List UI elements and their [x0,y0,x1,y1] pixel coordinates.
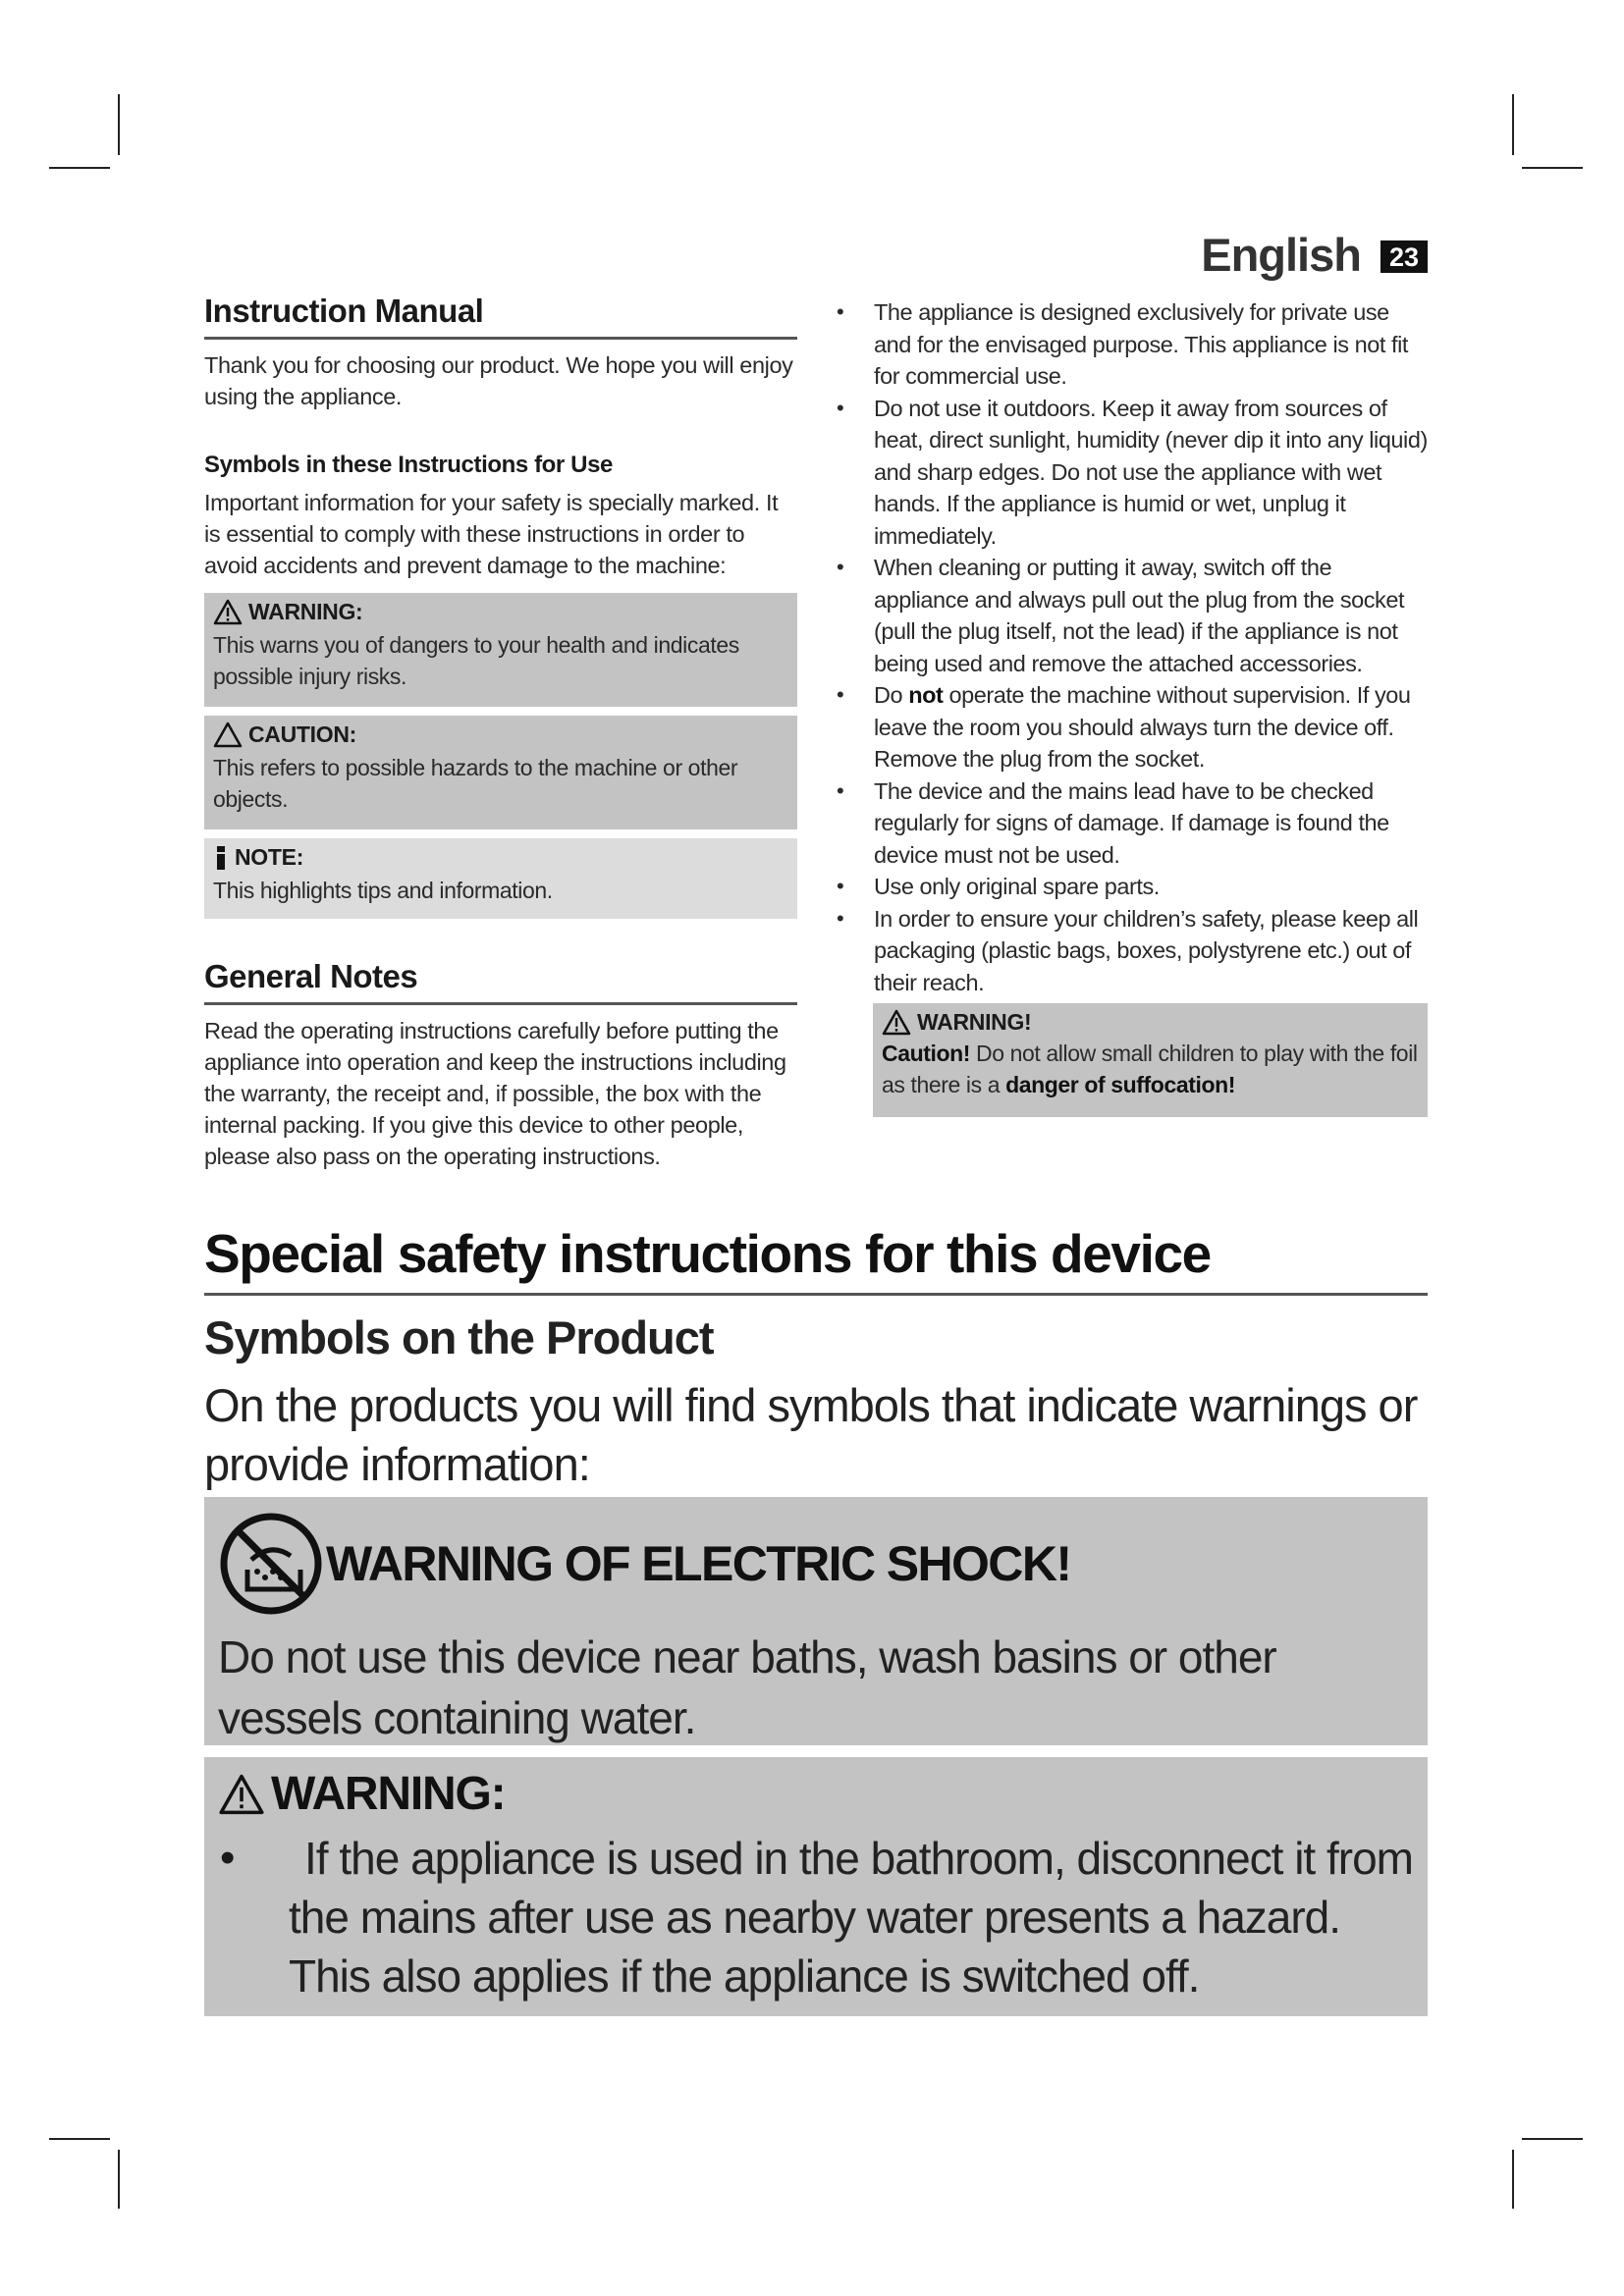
suffocation-warning-text: Caution! Do not allow small children to play with the foil as there is a danger of suffocation! [882,1041,1418,1097]
special-safety-heading: Special safety instructions for this device [204,1223,1211,1284]
warning-legend-box [204,593,797,707]
caution-legend-title: CAUTION: [248,721,357,747]
warning-legend-text: This warns you of dangers to your health and indicates possible injury risks. [213,632,739,689]
warning-triangle-icon [218,1773,265,1816]
crop-mark [1512,2150,1514,2209]
instruction-manual-heading: Instruction Manual [204,293,484,329]
electric-shock-text: Do not use this device near baths, wash basins or other vessels containing water. [218,1631,1276,1743]
list-item: • Use only original spare parts. [837,874,1160,899]
crop-mark [49,167,110,169]
safety-bullet-list-container [835,296,1432,998]
caution-legend-box [204,716,797,829]
instruction-manual-section [204,293,797,412]
note-legend-box [204,838,797,919]
list-item: • Do not operate the machine without supervision. If you leave the room you should always turn the device off. Remove the plug from the socket. [837,682,1411,772]
general-notes-heading: General Notes [204,958,418,994]
safety-bullet-list [835,296,1432,998]
electric-shock-box [204,1497,1428,1745]
list-item: • In order to ensure your children’s safety, please keep all packaging (plastic bags, boxes, polystyrene etc.) out of their reach. [837,905,1419,995]
warning-triangle-icon [213,599,243,625]
suffocation-warning-box [873,1003,1428,1117]
crop-mark [1522,167,1583,169]
note-legend-title: NOTE: [235,844,304,870]
list-item: • The device and the mains lead have to be checked regularly for signs of damage. If damage is found the device must not be used. [837,777,1389,868]
language-label: English [1201,229,1361,281]
symbols-product-heading: Symbols on the Product [204,1311,714,1363]
crop-mark [1512,94,1514,155]
bullet-dot: • [220,1834,236,1882]
electric-shock-title: WARNING OF ELECTRIC SHOCK! [326,1536,1071,1591]
crop-mark [118,94,120,155]
special-safety-heading-block [204,1222,1428,1296]
bathroom-warning-text: If the appliance is used in the bathroom, disconnect it from the mains after use as nearby water presents a hazard. This also applies if the appliance is switched off. [289,1833,1413,2002]
symbols-heading: Symbols in these Instructions for Use [204,452,613,478]
crop-mark [1522,2138,1583,2140]
warning-legend-title: WARNING: [248,599,363,624]
page-header [1201,228,1428,282]
symbols-section [204,452,797,581]
general-notes-text: Read the operating instructions carefully before putting the appliance into operation and keep the instructions including the warranty, the receipt and, if possible, the box with the internal packing. If you give this device to other people, please also pass on the operating instructions. [204,1018,786,1169]
general-notes-section [204,958,797,1172]
list-item: • The appliance is designed exclusively for private use and for the envisaged purpose. This appliance is not fit for commercial use. [837,299,1408,389]
symbols-text: Important information for your safety is specially marked. It is essential to comply with these instructions in order to avoid accidents and prevent damage to the machine: [204,490,779,578]
warning-triangle-icon [882,1009,911,1036]
bathroom-warning-title: WARNING: [271,1768,506,1820]
symbols-product-intro: On the products you will find symbols that indicate warnings or provide information: [204,1379,1418,1490]
caution-triangle-icon [213,721,243,748]
instruction-manual-text: Thank you for choosing our product. We hope you will enjoy using the appliance. [204,352,793,409]
crop-mark [49,2138,110,2140]
crop-mark [118,2150,120,2209]
note-legend-text: This highlights tips and information. [213,878,553,903]
list-item: • When cleaning or putting it away, switch off the appliance and always pull out the plug from the socket (pull the plug itself, not the lead) if the appliance is not being used and remove the attached accessories. [837,555,1405,676]
info-icon [213,845,229,871]
page-number-badge: 23 [1380,240,1428,273]
no-water-icon [218,1511,324,1617]
suffocation-warning-title: WARNING! [917,1009,1032,1035]
list-item: • Do not use it outdoors. Keep it away from sources of heat, direct sunlight, humidity (never dip it into any liquid) and sharp edges. Do not use the appliance with wet hands. If the appliance is humid or wet, unplug it immediately. [837,395,1428,549]
bathroom-warning-box [204,1757,1428,2016]
caution-legend-text: This refers to possible hazards to the machine or other objects. [213,755,738,812]
